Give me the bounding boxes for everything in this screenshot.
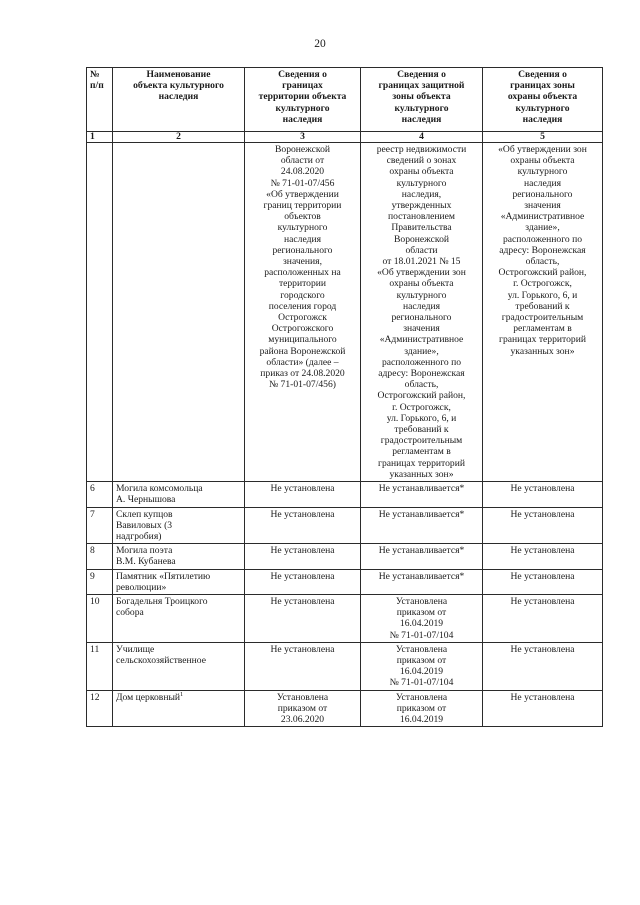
cell-protection-zone: «Об утверждении зон охраны объекта культурного наследия регионального значения «Административное здание», расположенного по адресу: Воронежская область, Острогожский район, г. Острогожск, ул. Горького, 6, и требований к градостроительным регламентам в границах территорий указанных зон» (483, 143, 603, 482)
table-row (87, 482, 603, 507)
cell-number: 10 (87, 594, 113, 642)
cell-object-name: Училище сельскохозяйственное (113, 642, 245, 690)
cell-protection-zone: Не установлена (483, 482, 603, 507)
table-row (87, 642, 603, 690)
cell-number: 11 (87, 642, 113, 690)
page-number: 20 (314, 38, 326, 50)
cell-protection-zone: Не установлена (483, 507, 603, 544)
table-row (87, 507, 603, 544)
cell-number: 8 (87, 544, 113, 569)
header-number: № п/п (87, 68, 113, 132)
cell-protection-zone: Не установлена (483, 594, 603, 642)
header-object-name: Наименование объекта культурного наследия (113, 68, 245, 132)
cell-protective-zone: Не устанавливается* (361, 507, 483, 544)
cell-protection-zone: Не установлена (483, 690, 603, 727)
table-row (87, 690, 603, 727)
footnote-marker: 1 (180, 690, 184, 698)
cell-number: 7 (87, 507, 113, 544)
table-header-row (87, 68, 603, 132)
column-index-row (87, 132, 603, 143)
cell-territory: Не установлена (245, 507, 361, 544)
cell-protection-zone: Не установлена (483, 642, 603, 690)
cell-protection-zone: Не установлена (483, 544, 603, 569)
cell-protective-zone: реестр недвижимости сведений о зонах охраны объекта культурного наследия, утвержденных постановлением Правительства Воронежской области от 18.01.2021 № 15 «Об утверждении зон охраны объекта культурного наследия регионального значения «Административное здание», расположенного по адресу: Воронежская область, Острогожский район, г. Острогожск, ул. Горького, 6, и требований к градостроительным регламентам в границах территорий указанных зон» (361, 143, 483, 482)
cell-protective-zone: Не устанавливается* (361, 569, 483, 594)
cell-protection-zone: Не установлена (483, 569, 603, 594)
cell-protective-zone: Установлена приказом от 16.04.2019 (361, 690, 483, 727)
cell-object-name: Могила поэта В.М. Кубанева (113, 544, 245, 569)
cell-protective-zone: Установлена приказом от 16.04.2019 № 71-01-07/104 (361, 642, 483, 690)
column-index: 4 (361, 132, 483, 143)
cell-protective-zone: Не устанавливается* (361, 482, 483, 507)
table-row (87, 569, 603, 594)
column-index: 1 (87, 132, 113, 143)
header-territory-boundaries: Сведения о границах территории объекта культурного наследия (245, 68, 361, 132)
cell-protective-zone: Не устанавливается* (361, 544, 483, 569)
cell-protective-zone: Установлена приказом от 16.04.2019 № 71-01-07/104 (361, 594, 483, 642)
table-row (87, 544, 603, 569)
cell-object-name: Дом церковный$^1$ (113, 690, 245, 727)
cell-number: 9 (87, 569, 113, 594)
cell-object-name (113, 143, 245, 482)
cell-territory: Воронежской области от 24.08.2020 № 71-01-07/456 «Об утверждении границ территории объектов культурного наследия регионального значения, расположенных на территории городского поселения город Острогожск Острогожского муниципального района Воронежской области» (далее – приказ от 24.08.2020 № 71-01-07/456) (245, 143, 361, 482)
cell-territory: Не установлена (245, 569, 361, 594)
cell-number: 6 (87, 482, 113, 507)
header-protective-zone-boundaries: Сведения о границах защитной зоны объекта культурного наследия (361, 68, 483, 132)
cell-object-name: Склеп купцов Вавиловых (3 надгробия) (113, 507, 245, 544)
cell-number: 12 (87, 690, 113, 727)
header-protection-zone-boundaries: Сведения о границах зоны охраны объекта культурного наследия (483, 68, 603, 132)
cell-territory: Не установлена (245, 642, 361, 690)
cell-object-name: Богадельня Троицкого собора (113, 594, 245, 642)
column-index: 5 (483, 132, 603, 143)
table-row (87, 594, 603, 642)
cell-territory: Не установлена (245, 594, 361, 642)
column-index: 3 (245, 132, 361, 143)
heritage-objects-table (86, 67, 603, 727)
cell-object-name: Могила комсомольца А. Чернышова (113, 482, 245, 507)
table-row-continuation (87, 143, 603, 482)
column-index: 2 (113, 132, 245, 143)
cell-number (87, 143, 113, 482)
cell-territory: Не установлена (245, 544, 361, 569)
cell-territory: Не установлена (245, 482, 361, 507)
cell-territory: Установлена приказом от 23.06.2020 (245, 690, 361, 727)
cell-object-name: Памятник «Пятилетию революции» (113, 569, 245, 594)
